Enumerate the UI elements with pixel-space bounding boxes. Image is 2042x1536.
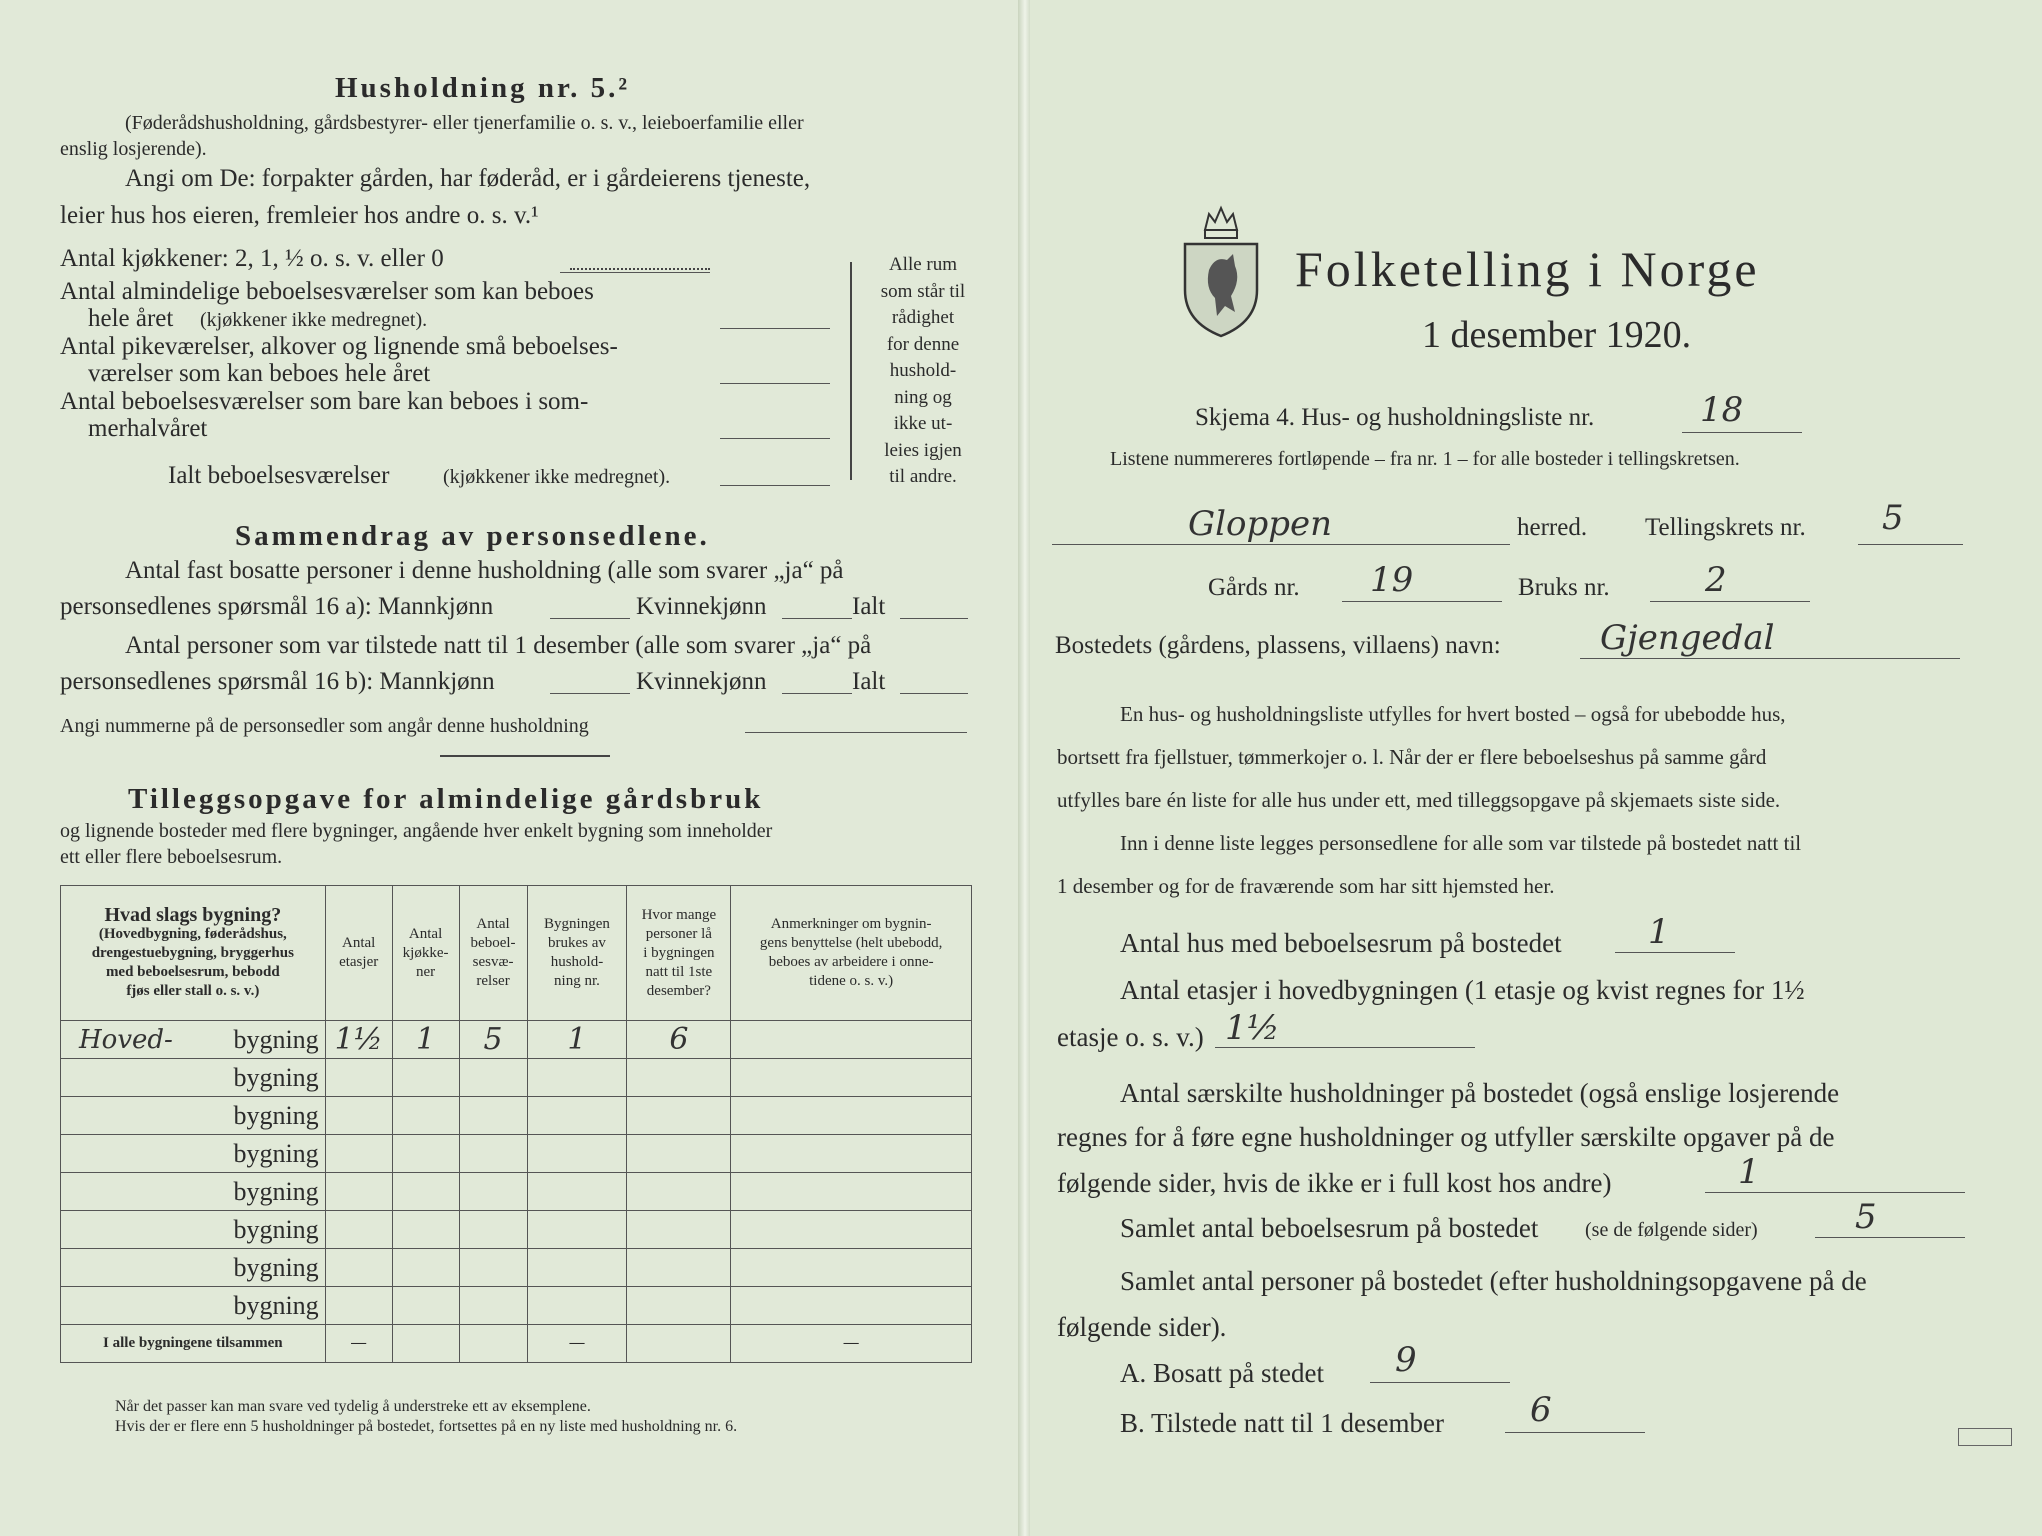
vaerelser-cell[interactable] — [459, 1135, 527, 1173]
info-line-3: utfylles bare én liste for alle hus under ett, med tilleggsopgave på skjemaets siste side. — [1057, 788, 1781, 812]
fast-kvinne-field[interactable] — [782, 618, 852, 619]
personer-cell[interactable] — [627, 1059, 731, 1097]
table-total-row — [61, 1325, 972, 1363]
samlet-personer-label-2: følgende sider). — [1057, 1312, 1227, 1342]
household-5-title: Husholdning nr. 5.² — [335, 72, 631, 104]
angi-nummerne: Angi nummerne på de personsedler som angår denne husholdning — [60, 715, 589, 737]
husholdning-cell[interactable] — [527, 1249, 627, 1287]
vaerelser-cell[interactable] — [459, 1173, 527, 1211]
bosatt-label: A. Bosatt på stedet — [1120, 1358, 1324, 1388]
table-row — [61, 1021, 972, 1059]
info-line-4: Inn i denne liste legges personsedlene for alle som var tilstede på bostedet natt til — [1120, 831, 1802, 855]
tillegg-line-2: ett eller flere beboelsesrum. — [60, 846, 283, 868]
vaerelser-cell[interactable] — [459, 1097, 527, 1135]
tilst-kvinne-label: Kvinnekjønn — [636, 668, 767, 695]
fast-ialt-field[interactable] — [900, 618, 968, 619]
anmerkninger-cell[interactable] — [731, 1135, 972, 1173]
kjokkener-cell[interactable] — [392, 1249, 459, 1287]
table-header-personer: Hvor mange personer lå i bygningen natt til 1ste desember? — [627, 886, 731, 1021]
tilst-line-2: personsedlenes spørsmål 16 b): Mannkjønn — [60, 668, 495, 695]
building-type-cell[interactable]: Hoved- bygning — [61, 1021, 326, 1059]
alm-note: (kjøkkener ikke medregnet). — [200, 309, 428, 331]
tilst-kvinne-field[interactable] — [782, 693, 852, 694]
pike-label-1: Antal pikeværelser, alkover og lignende små beboelses- — [60, 333, 618, 360]
tilstede-value[interactable]: 6 — [1530, 1390, 1552, 1430]
tellingskrets-underline — [1858, 544, 1963, 545]
hus-value[interactable]: 1 — [1648, 912, 1670, 952]
household-5-note: (Føderådshusholdning, gårdsbestyrer- eller tjenerfamilie o. s. v., leieboerfamilie eller — [125, 112, 804, 134]
tilst-ialt-label: Ialt — [852, 668, 886, 695]
building-type-cell[interactable]: bygning — [61, 1097, 326, 1135]
angi-line-1: Angi om De: forpakter gården, har føderåd, er i gårdeierens tjeneste, — [125, 165, 811, 192]
sammendrag-title: Sammendrag av personsedlene. — [235, 520, 710, 552]
tellingskrets-label: Tellingskrets nr. — [1645, 514, 1806, 541]
husholdning-cell[interactable] — [527, 1059, 627, 1097]
sommer-label-1: Antal beboelsesværelser som bare kan beboes i som- — [60, 388, 589, 415]
total-kjokkener — [392, 1325, 459, 1363]
kjokkener-cell[interactable] — [392, 1135, 459, 1173]
bruks-label: Bruks nr. — [1518, 574, 1610, 601]
herred-value[interactable]: Gloppen — [1188, 504, 1333, 544]
info-line-2: bortsett fra fjellstuer, tømmerkojer o. l. Når der er flere beboelseshus på samme gård — [1057, 745, 1767, 769]
personer-cell[interactable] — [627, 1287, 731, 1325]
alm-label-1: Antal almindelige beboelsesværelser som kan beboes — [60, 278, 594, 305]
samlet-rum-note: (se de følgende sider) — [1585, 1219, 1758, 1241]
fast-mann-field[interactable] — [550, 618, 630, 619]
printer-stamp — [1958, 1428, 2012, 1446]
tilstede-underline — [1505, 1432, 1645, 1433]
personer-cell[interactable] — [627, 1135, 731, 1173]
kjokken-field[interactable] — [570, 268, 710, 270]
bosted-value[interactable]: Gjengedal — [1600, 618, 1775, 658]
bruks-underline — [1650, 601, 1810, 602]
anmerkninger-cell[interactable] — [731, 1097, 972, 1135]
anmerkninger-cell[interactable] — [731, 1173, 972, 1211]
building-type-cell[interactable]: bygning — [61, 1135, 326, 1173]
bosatt-value[interactable]: 9 — [1395, 1340, 1417, 1380]
tilst-mann-field[interactable] — [550, 693, 630, 694]
table-row — [61, 1059, 972, 1097]
divider — [440, 755, 610, 757]
etasjer-cell[interactable] — [325, 1097, 392, 1135]
husholdning-cell[interactable]: 1 — [527, 1021, 627, 1059]
tillegg-line-1: og lignende bosteder med flere bygninger, angående hver enkelt bygning som inneholder — [60, 820, 773, 842]
etasjer-cell[interactable] — [325, 1135, 392, 1173]
pike-field[interactable] — [720, 383, 830, 384]
tellingskrets-value[interactable]: 5 — [1882, 498, 1904, 538]
total-personer — [627, 1325, 731, 1363]
kjokken-label: Antal kjøkkener: 2, 1, ½ o. s. v. eller 0 — [60, 245, 444, 272]
tilstede-label: B. Tilstede natt til 1 desember — [1120, 1408, 1444, 1438]
building-type-cell[interactable]: bygning — [61, 1211, 326, 1249]
husholdning-cell[interactable] — [527, 1287, 627, 1325]
kjokkener-cell[interactable] — [392, 1173, 459, 1211]
table-header-row — [61, 886, 972, 1021]
kjokkener-cell[interactable]: 1 — [392, 1021, 459, 1059]
samlet-personer-label-1: Samlet antal personer på bostedet (efter husholdningsopgavene på de — [1120, 1266, 1867, 1296]
etasjer-cell[interactable] — [325, 1249, 392, 1287]
personer-cell[interactable] — [627, 1097, 731, 1135]
skjema-label: Skjema 4. Hus- og husholdningsliste nr. — [1195, 404, 1595, 431]
anmerkninger-cell[interactable] — [731, 1249, 972, 1287]
husholdning-cell[interactable] — [527, 1097, 627, 1135]
info-line-1: En hus- og husholdningsliste utfylles for hvert bosted – også for ubebodde hus, — [1120, 702, 1786, 726]
saerskilte-label-3: følgende sider, hvis de ikke er i full kost hos andre) — [1057, 1168, 1612, 1198]
table-row — [61, 1249, 972, 1287]
hus-label: Antal hus med beboelsesrum på bostedet — [1120, 928, 1562, 958]
husholdning-cell[interactable] — [527, 1135, 627, 1173]
table-header-beboelsesvaerelser: Antal beboel- sesvæ- relser — [459, 886, 527, 1021]
liste-nr-underline — [1682, 432, 1802, 433]
tilst-ialt-field[interactable] — [900, 693, 968, 694]
etasjer-cell[interactable]: 1½ — [325, 1021, 392, 1059]
footnote-2: Hvis der er flere enn 5 husholdninger på bostedet, fortsettes på en ny liste med husholdning nr. 6. — [115, 1418, 738, 1435]
herred-underline — [1052, 544, 1510, 545]
table-header-anmerkninger: Anmerkninger om bygnin- gens benyttelse (helt ubebodd, beboes av arbeidere i onne- tidene o. s. v.) — [731, 886, 972, 1021]
listene-note: Listene nummereres fortløpende – fra nr. 1 – for alle bosteder i tellingskretsen. — [1110, 448, 1740, 470]
ialt-label: Ialt beboelsesværelser — [168, 462, 390, 489]
etasjer-underline — [1215, 1047, 1475, 1048]
alm-underline — [560, 272, 710, 273]
household-5-note-2: enslig losjerende). — [60, 138, 207, 160]
table-header-husholdning-nr: Bygningen brukes av hushold- ning nr. — [527, 886, 627, 1021]
anmerkninger-cell[interactable] — [731, 1021, 972, 1059]
samlet-rum-underline — [1815, 1237, 1965, 1238]
kjokkener-cell[interactable] — [392, 1097, 459, 1135]
total-vaerelser — [459, 1325, 527, 1363]
fast-ialt-label: Ialt — [852, 593, 886, 620]
sommer-field[interactable] — [720, 438, 830, 439]
sommer-label-2: merhalvåret — [88, 415, 208, 442]
personer-cell[interactable] — [627, 1173, 731, 1211]
personer-cell[interactable] — [627, 1249, 731, 1287]
building-type-cell[interactable]: bygning — [61, 1059, 326, 1097]
hus-underline — [1615, 952, 1735, 953]
left-page — [0, 0, 1020, 1536]
alm-field[interactable] — [720, 328, 830, 329]
saerskilte-value[interactable]: 1 — [1738, 1152, 1760, 1192]
angi-line-2: leier hus hos eieren, fremleier hos andre o. s. v.¹ — [60, 202, 539, 229]
table-row — [61, 1211, 972, 1249]
pike-label-2: værelser som kan beboes hele året — [88, 360, 431, 387]
table-header-building-type: Hvad slags bygning? (Hovedbygning, føderådshus, drengestuebygning, bryggerhus med beboelsesrum, bebodd fjøs eller stall o. s. v.) — [61, 886, 326, 1021]
vaerelser-cell[interactable] — [459, 1249, 527, 1287]
total-anmerkninger: — — [731, 1325, 972, 1363]
vaerelser-cell[interactable] — [459, 1211, 527, 1249]
tilst-line-1: Antal personer som var tilstede natt til 1 desember (alle som svarer „ja“ på — [125, 632, 872, 659]
etasjer-cell[interactable] — [325, 1287, 392, 1325]
saerskilte-label-1: Antal særskilte husholdninger på bostedet (også enslige losjerende — [1120, 1078, 1840, 1108]
liste-nr-value[interactable]: 18 — [1700, 390, 1744, 430]
bosatt-underline — [1370, 1382, 1510, 1383]
anmerkninger-cell[interactable] — [731, 1287, 972, 1325]
gards-label: Gårds nr. — [1208, 574, 1300, 601]
tillegg-title: Tilleggsopgave for almindelige gårdsbruk — [128, 783, 764, 815]
brace-line — [850, 262, 852, 480]
table-row — [61, 1287, 972, 1325]
anmerkninger-cell[interactable] — [731, 1059, 972, 1097]
samlet-rum-value[interactable]: 5 — [1855, 1197, 1877, 1237]
info-line-5: 1 desember og for de fraværende som har sitt hjemsted her. — [1057, 874, 1555, 898]
saerskilte-underline — [1705, 1192, 1965, 1193]
total-husholdning: — — [527, 1325, 627, 1363]
personer-cell[interactable]: 6 — [627, 1021, 731, 1059]
ialt-field[interactable] — [720, 485, 830, 486]
building-table — [60, 885, 972, 1363]
angi-nummerne-field[interactable] — [745, 732, 967, 733]
vaerelser-cell[interactable] — [459, 1287, 527, 1325]
building-type-cell[interactable]: bygning — [61, 1287, 326, 1325]
etasjer-cell[interactable] — [325, 1173, 392, 1211]
main-title: Folketelling i Norge — [1295, 241, 1760, 297]
kjokkener-cell[interactable] — [392, 1059, 459, 1097]
etasjer-label-2: etasje o. s. v.) — [1057, 1022, 1204, 1052]
husholdning-cell[interactable] — [527, 1211, 627, 1249]
kjokkener-cell[interactable] — [392, 1287, 459, 1325]
saerskilte-label-2: regnes for å føre egne husholdninger og utfyller særskilte opgaver på de — [1057, 1122, 1835, 1152]
side-note: Alle rum som står til rådighet for denne hushold- ning og ikke ut- leies igjen til andre. — [880, 254, 966, 487]
etasjer-value[interactable]: 1½ — [1225, 1008, 1280, 1048]
footnote-1: Når det passer kan man svare ved tydelig å understreke ett av eksemplene. — [115, 1398, 591, 1415]
ialt-note: (kjøkkener ikke medregnet). — [443, 466, 671, 488]
table-row — [61, 1173, 972, 1211]
alm-label-2: hele året — [88, 305, 174, 332]
table-row — [61, 1097, 972, 1135]
building-type-cell[interactable]: bygning — [61, 1249, 326, 1287]
gards-value[interactable]: 19 — [1370, 560, 1414, 600]
total-etasjer: — — [325, 1325, 392, 1363]
fast-line-2: personsedlenes spørsmål 16 a): Mannkjønn — [60, 593, 494, 620]
census-date: 1 desember 1920. — [1422, 314, 1692, 356]
bruks-value[interactable]: 2 — [1705, 560, 1727, 600]
anmerkninger-cell[interactable] — [731, 1211, 972, 1249]
etasjer-cell[interactable] — [325, 1059, 392, 1097]
table-header-etasjer: Antal etasjer — [325, 886, 392, 1021]
fast-kvinne-label: Kvinnekjønn — [636, 593, 767, 620]
herred-label: herred. — [1517, 514, 1588, 541]
samlet-rum-label: Samlet antal beboelsesrum på bostedet — [1120, 1213, 1539, 1243]
vaerelser-cell[interactable]: 5 — [459, 1021, 527, 1059]
table-header-kjokkener: Antal kjøkke- ner — [392, 886, 459, 1021]
fast-line-1: Antal fast bosatte personer i denne husholdning (alle som svarer „ja“ på — [125, 557, 844, 584]
etasjer-label-1: Antal etasjer i hovedbygningen (1 etasje og kvist regnes for 1½ — [1120, 975, 1805, 1005]
kjokkener-cell[interactable] — [392, 1211, 459, 1249]
husholdning-cell[interactable] — [527, 1173, 627, 1211]
etasjer-cell[interactable] — [325, 1211, 392, 1249]
bosted-label: Bostedets (gårdens, plassens, villaens) navn: — [1055, 632, 1501, 659]
table-row — [61, 1135, 972, 1173]
building-type-cell[interactable]: bygning — [61, 1173, 326, 1211]
coat-of-arms-icon — [1175, 200, 1267, 340]
gards-underline — [1342, 601, 1502, 602]
vaerelser-cell[interactable] — [459, 1059, 527, 1097]
personer-cell[interactable] — [627, 1211, 731, 1249]
total-label: I alle bygningene tilsammen — [61, 1325, 326, 1363]
bosted-underline — [1580, 658, 1960, 659]
